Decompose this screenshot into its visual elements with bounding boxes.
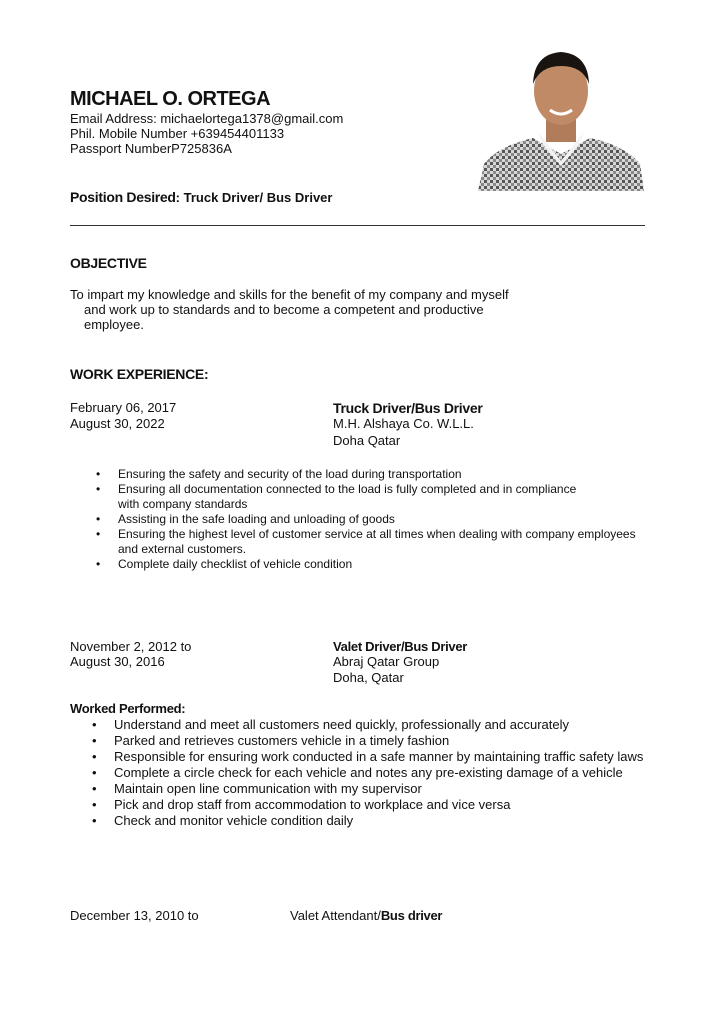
duties-heading: Worked Performed: xyxy=(70,701,186,716)
job-location: Doha Qatar xyxy=(333,433,401,448)
objective-line: To impart my knowledge and skills for the benefit of my company and myself xyxy=(70,287,509,302)
job-end: August 30, 2022 xyxy=(70,416,165,431)
job-start: February 06, 2017 xyxy=(70,400,177,415)
profile-photo xyxy=(478,36,644,191)
job-duties-list xyxy=(118,467,653,572)
list-item: • Pick and drop staff from accommodation to workplace and vice versa xyxy=(114,797,644,813)
job-title-bold: Bus driver xyxy=(380,908,443,923)
work-experience-heading: WORK EXPERIENCE: xyxy=(70,366,209,382)
candidate-name: MICHAEL O. ORTEGA xyxy=(70,88,271,110)
job-company: Abraj Qatar Group xyxy=(333,654,440,669)
list-item: • Complete a circle check for each vehicle and notes any pre-existing damage of a vehicle xyxy=(114,765,644,781)
list-item: • Complete daily checklist of vehicle condition xyxy=(118,557,653,572)
position-label: Position Desired xyxy=(70,189,176,205)
list-item: • Ensuring all documentation connected to the load is fully completed and in compliance with company standards xyxy=(118,482,588,512)
list-item: • Ensuring the highest level of customer service at all times when dealing with company employees and external customers. xyxy=(118,527,653,557)
list-item: • Understand and meet all customers need quickly, professionally and accurately xyxy=(114,717,644,733)
job-start: November 2, 2012 to xyxy=(70,639,192,654)
email-line: Email Address: michaelortega1378@gmail.com xyxy=(70,111,344,126)
job-title: Valet Driver/Bus Driver xyxy=(333,639,468,654)
position-value: : Truck Driver/ Bus Driver xyxy=(175,190,333,205)
job-duties-list xyxy=(114,717,644,829)
passport-line: Passport NumberP725836A xyxy=(70,141,232,156)
list-item: • Check and monitor vehicle condition daily xyxy=(114,813,644,829)
list-item: • Parked and retrieves customers vehicle in a timely fashion xyxy=(114,733,644,749)
job-title xyxy=(290,908,442,924)
list-item: • Ensuring the safety and security of the load during transportation xyxy=(118,467,653,482)
list-item: • Responsible for ensuring work conducted in a safe manner by maintaining traffic safety laws xyxy=(114,749,644,765)
list-item: • Maintain open line communication with my supervisor xyxy=(114,781,644,797)
objective-line: employee. xyxy=(84,317,144,332)
position-desired xyxy=(70,189,332,206)
objective-line: and work up to standards and to become a competent and productive xyxy=(84,302,484,317)
job-title-plain: Valet Attendant/ xyxy=(290,908,381,923)
mobile-line: Phil. Mobile Number +639454401133 xyxy=(70,126,285,141)
job-company: M.H. Alshaya Co. W.L.L. xyxy=(333,416,474,431)
job-end: August 30, 2016 xyxy=(70,654,165,669)
job-title: Truck Driver/Bus Driver xyxy=(333,400,483,416)
list-item: • Assisting in the safe loading and unloading of goods xyxy=(118,512,653,527)
objective-heading: OBJECTIVE xyxy=(70,255,147,271)
job-location: Doha, Qatar xyxy=(333,670,404,685)
job-start: December 13, 2010 to xyxy=(70,908,199,923)
header-divider xyxy=(70,225,645,226)
